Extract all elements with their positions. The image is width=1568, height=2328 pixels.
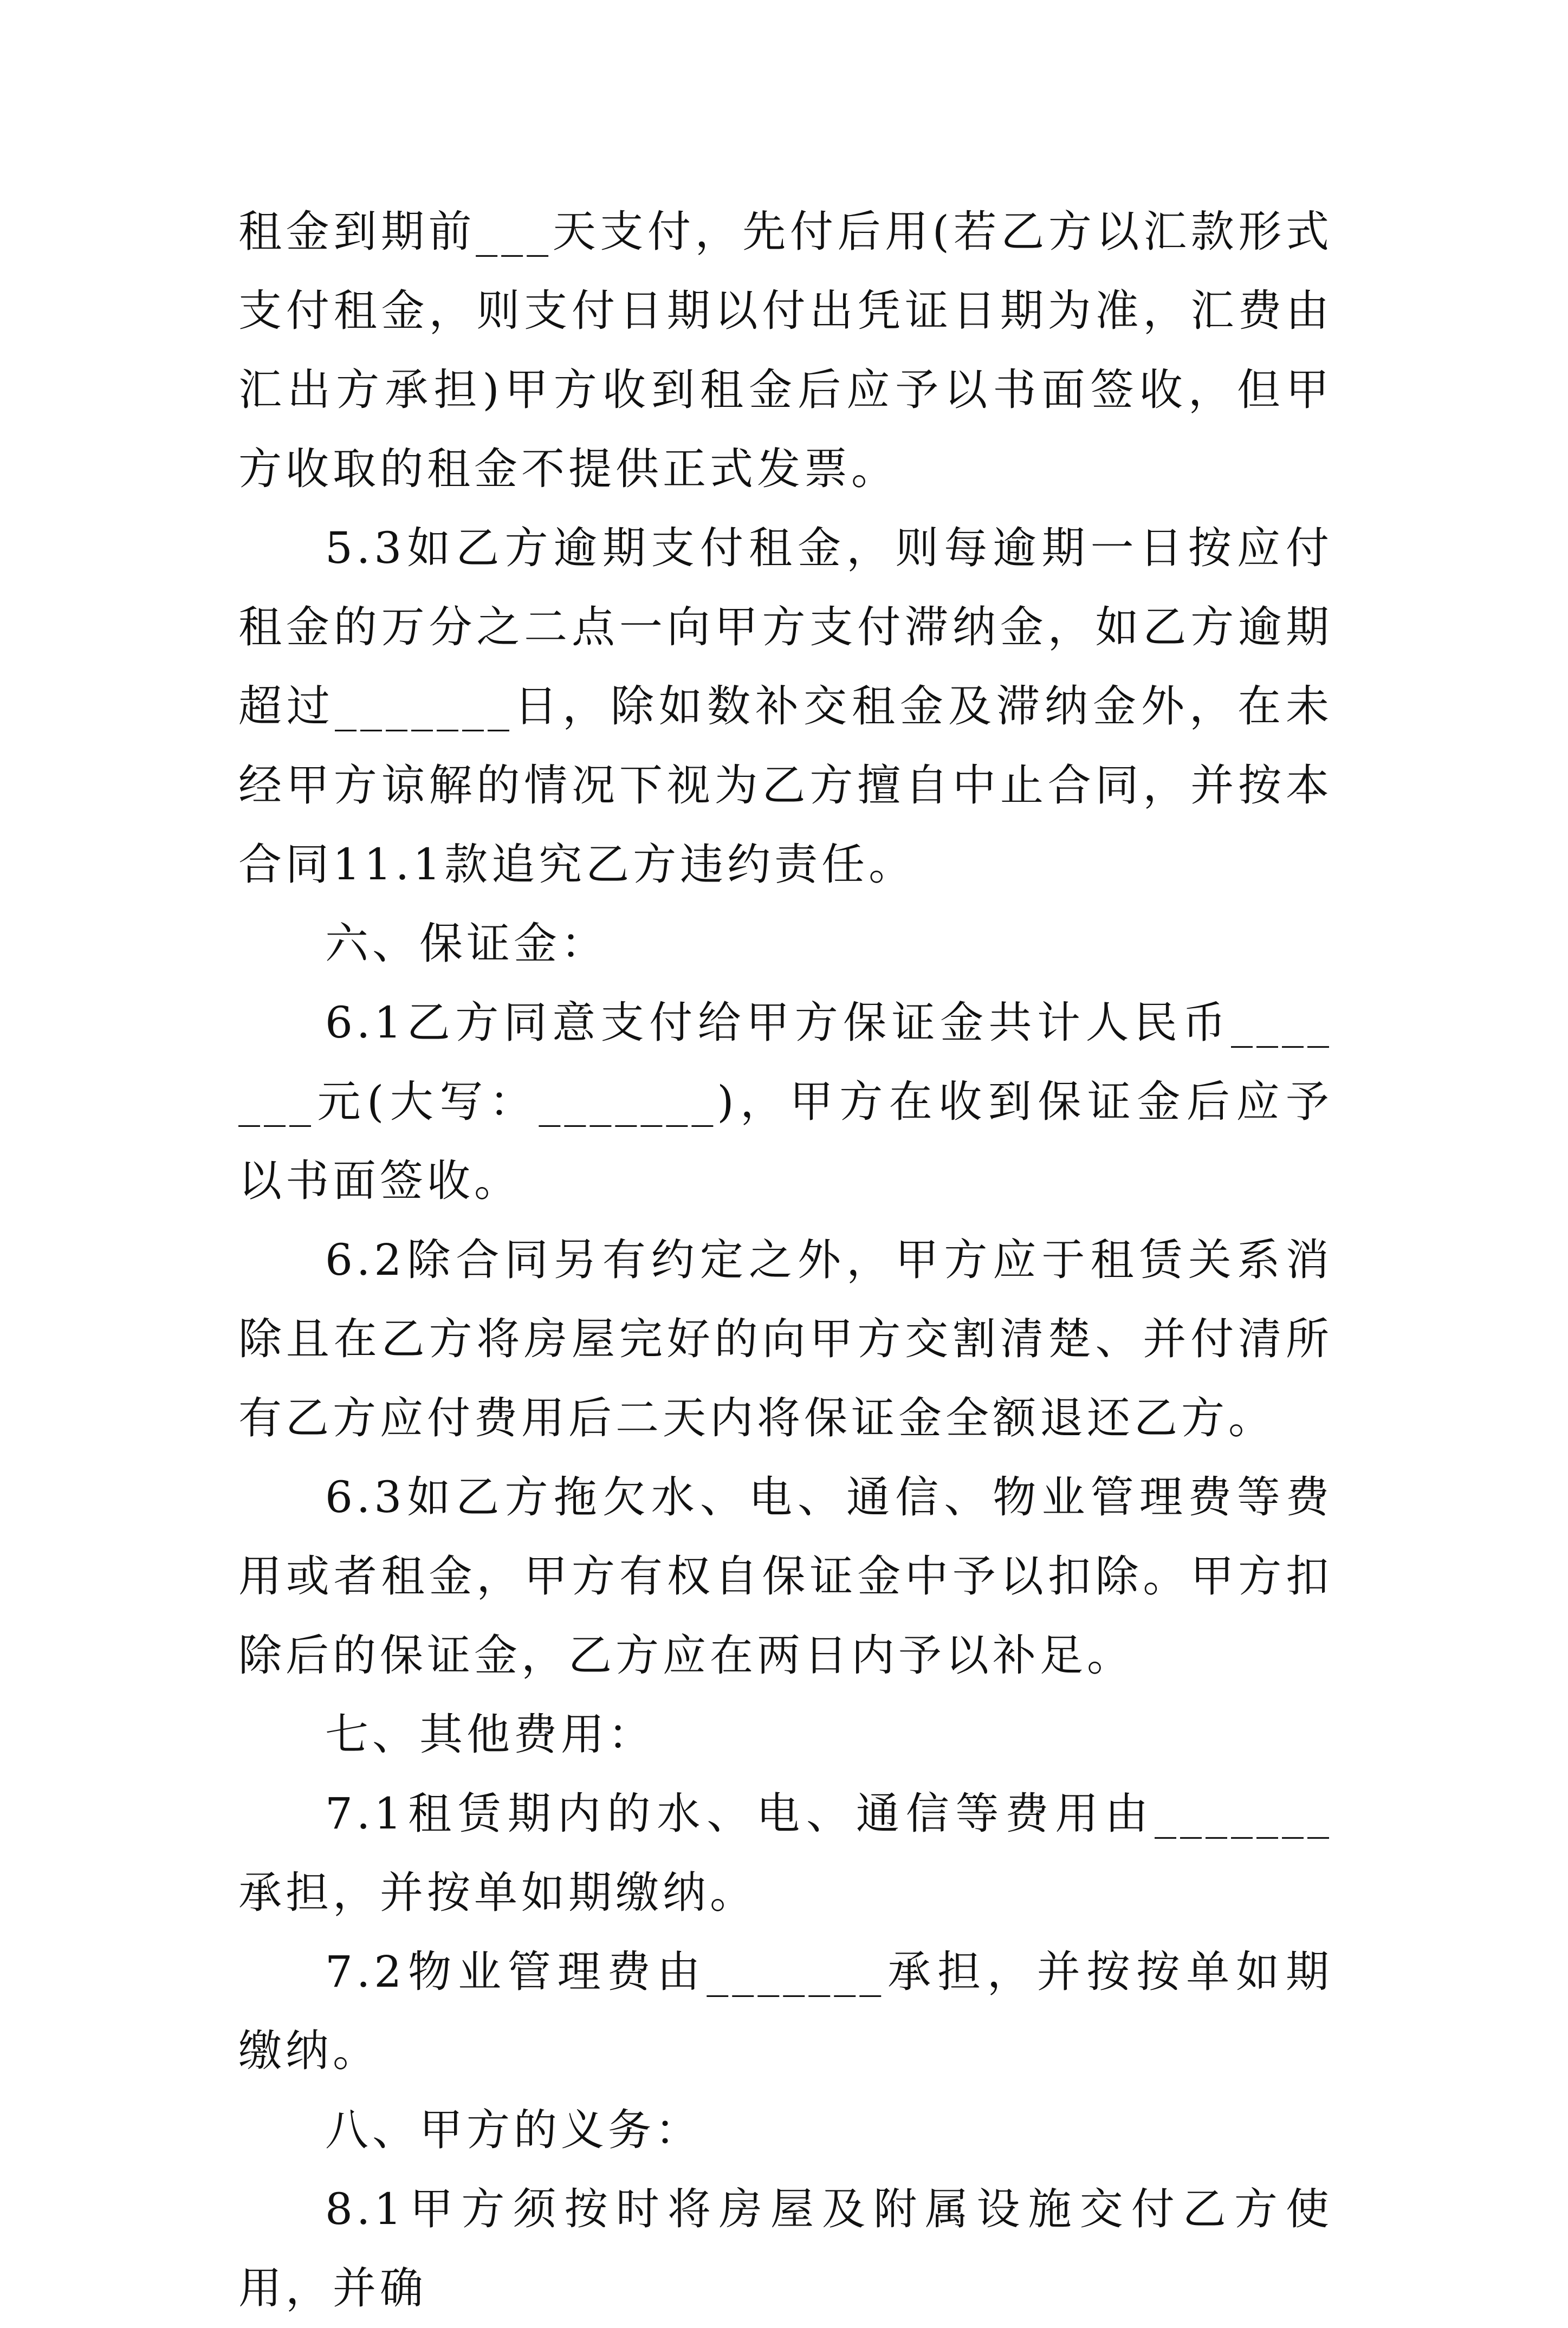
paragraph-6-3: 6.3如乙方拖欠水、电、通信、物业管理费等费用或者租金，甲方有权自保证金中予以扣除。甲方扣除后的保证金，乙方应在两日内予以补足。 <box>238 1472 1333 1681</box>
heading-section-6: 六、保证金： <box>325 918 608 969</box>
paragraph-6-2: 6.2除合同另有约定之外，甲方应于租赁关系消除且在乙方将房屋完好的向甲方交割清楚、并付清所有乙方应付费用后二天内将保证金全额退还乙方。 <box>238 1235 1333 1443</box>
paragraph-7-2: 7.2物业管理费由_______承担，并按按单如期缴纳。 <box>238 1947 1333 2076</box>
heading-section-7: 七、其他费用： <box>325 1709 655 1760</box>
document-body <box>238 192 1333 2328</box>
paragraph-rent-payment: 租金到期前___天支付，先付后用(若乙方以汇款形式支付租金，则支付日期以付出凭证日期为准，汇费由汇出方承担)甲方收到租金后应予以书面签收，但甲方收取的租金不提供正式发票。 <box>238 206 1333 494</box>
paragraph-6-1: 6.1乙方同意支付给甲方保证金共计人民币_______元(大写：_______)，甲方在收到保证金后应予以书面签收。 <box>238 997 1333 1206</box>
paragraph-8-1: 8.1甲方须按时将房屋及附属设施交付乙方使用，并确 <box>238 2184 1333 2313</box>
paragraph-7-1: 7.1租赁期内的水、电、通信等费用由_______承担，并按单如期缴纳。 <box>238 1788 1333 1918</box>
paragraph-5-3: 5.3如乙方逾期支付租金，则每逾期一日按应付租金的万分之二点一向甲方支付滞纳金，如乙方逾期超过_______日，除如数补交租金及滞纳金外，在未经甲方谅解的情况下视为乙方擅自中止合同，并按本合同11.1款追究乙方违约责任。 <box>238 523 1333 890</box>
heading-section-8: 八、甲方的义务： <box>325 2105 702 2155</box>
